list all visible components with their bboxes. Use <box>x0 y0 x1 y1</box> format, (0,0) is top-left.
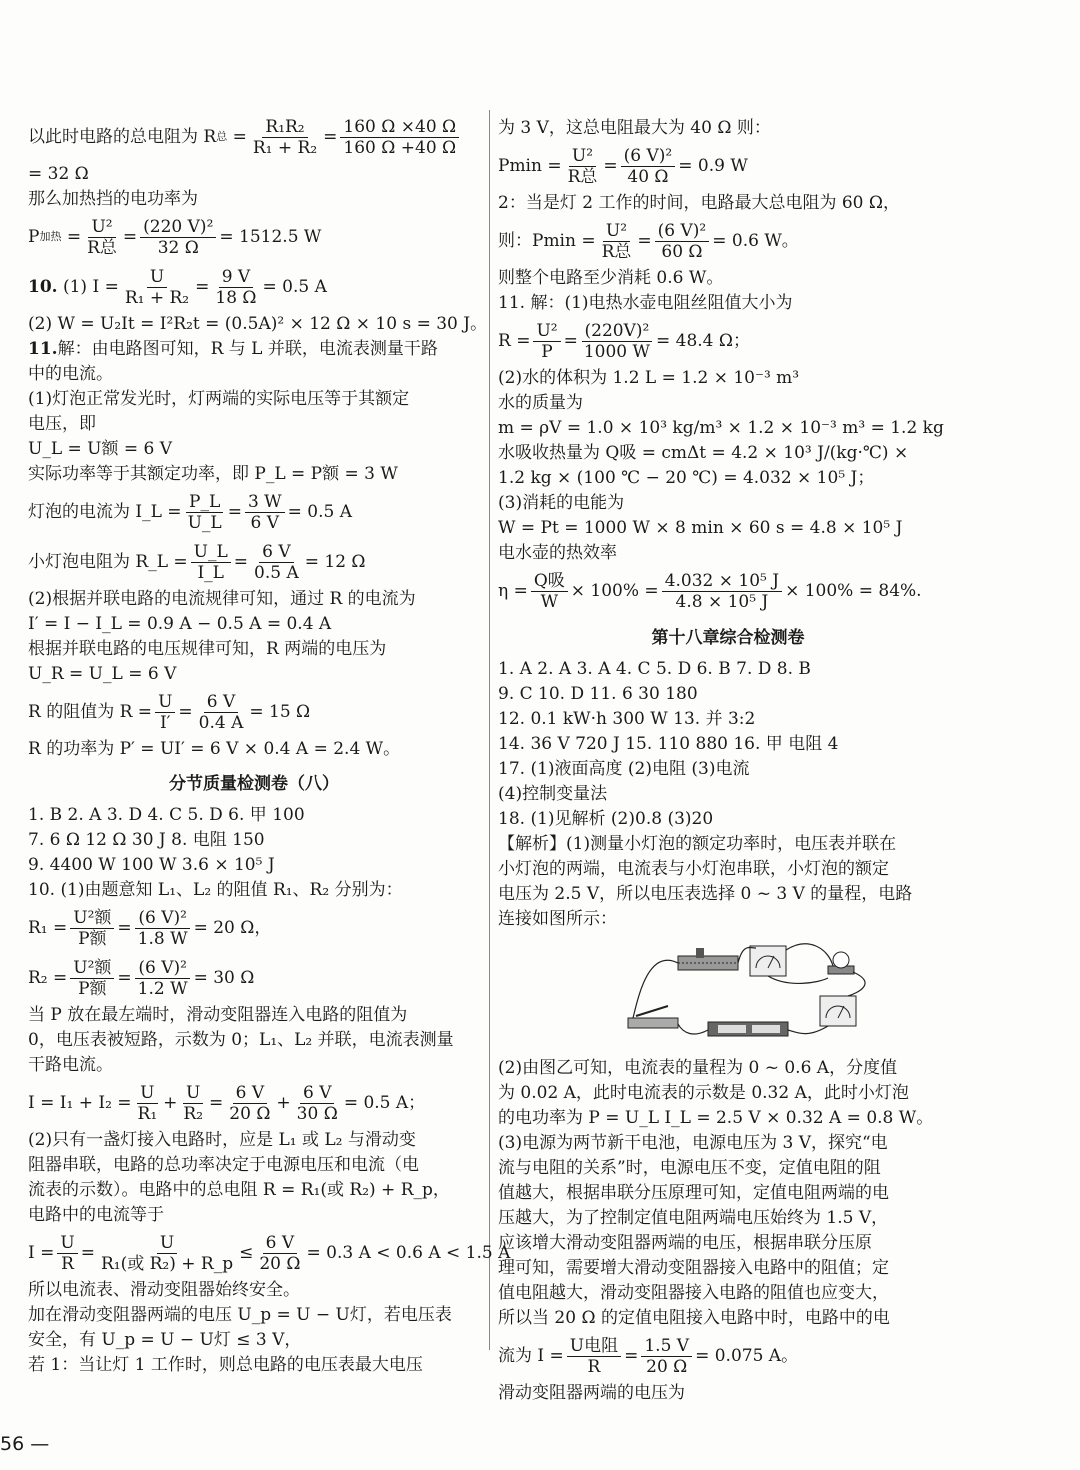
page-number: 56 — <box>0 1433 50 1455</box>
text-line: 应该增大滑动变阻器两端的电压，根据串联分压原 <box>498 1233 872 1253</box>
formula-heating-power: P 加热 = $\frac{\text{U²}}{\text{R总}}$ = $\frac{\text{(220 V)²}}{32 \Omega}$ = 1512.5 W <box>28 216 322 258</box>
text-line: (3)电源为两节新干电池，电源电压为 3 V，探究“电 <box>498 1133 888 1153</box>
circuit-wiring-figure <box>528 938 908 1048</box>
text-line: 当 P 放在最左端时，滑动变阻器连入电路的阻值为 <box>28 1005 408 1025</box>
text-line: 电压，即 <box>28 414 96 434</box>
text-line: 阻器串联，电路的总功率决定于电源电压和电流（电 <box>28 1155 419 1175</box>
text-line: (2)水的体积为 1.2 L = 1.2 × 10⁻³ m³ <box>498 368 800 388</box>
rheostat-icon <box>678 948 738 970</box>
text-line: 电路中的电流等于 <box>28 1205 164 1225</box>
battery-icon <box>708 1022 788 1036</box>
text-line: 为 3 V，这总电阻最大为 40 Ω 则： <box>498 118 771 138</box>
text-line: (2)由图乙可知，电流表的量程为 0 ~ 0.6 A，分度值 <box>498 1058 898 1078</box>
text-line: 【解析】(1)测量小灯泡的额定功率时，电压表并联在 <box>498 834 897 854</box>
text-line: 0，电压表被短路，示数为 0；L₁、L₂ 并联，电流表测量 <box>28 1030 454 1050</box>
text-line: 连接如图所示： <box>498 909 617 929</box>
text-line: (2) W = U₂It = I²R₂t = (0.5A)² × 12 Ω × 10 s = 30 J。 <box>28 314 488 334</box>
formula-efficiency: η = $\frac{\text{Q吸}}{W}$ × 100% = $\frac{\text{4.032 × 10⁵ J}}{\text{4.8 × 10⁵ J}}$ × 100% = 84%. <box>498 570 922 612</box>
answer-line: (4)控制变量法 <box>498 784 608 804</box>
text-line: 那么加热挡的电功率为 <box>28 189 198 209</box>
formula-bulb-resistance: 小灯泡电阻为 R_L = $\frac{U\_L}{I\_L}$ = $\frac{6 V}{0.5 A}$ = 12 Ω <box>28 541 366 583</box>
section-title: 分节质量检测卷（八） <box>169 774 339 794</box>
text-line: 流表的示数）。电路中的总电阻 R = R₁(或 R₂) + R_p， <box>28 1180 450 1200</box>
text-line: 理可知，需要增大滑动变阻器接入电路中的阻值；定 <box>498 1258 889 1278</box>
text-line: 2：当是灯 2 工作的时间，电路最大总电阻为 60 Ω， <box>498 193 900 213</box>
text-line: 11.解：由电路图可知，R 与 L 并联，电流表测量干路 <box>28 339 438 359</box>
text-line: 的电功率为 P = U_L I_L = 2.5 V × 0.32 A = 0.8 W。 <box>498 1108 934 1128</box>
formula-current-bound: I = $\frac{U}{R}$ = $\frac{U}{\text{R₁(或 R₂) + R\_p}}$ ≤ $\frac{6 V}{20 \Omega}$ = 0.3 A < 0.6 A < 1.5 A <box>28 1232 511 1274</box>
answer-line: 1. A 2. A 3. A 4. C 5. D 6. B 7. D 8. B <box>498 659 811 679</box>
formula-pmin-2: 则：Pmin = $\frac{\text{U²}}{\text{R总}}$ = $\frac{\text{(6 V)²}}{60 \Omega}$ = 0.6 W。 <box>498 220 799 262</box>
text-line: 小灯泡的两端，电流表与小灯泡串联，小灯泡的额定 <box>498 859 889 879</box>
text-line: (1)灯泡正常发光时，灯两端的实际电压等于其额定 <box>28 389 410 409</box>
text-line: 11. 解：(1)电热水壶电阻丝阻值大小为 <box>498 293 793 313</box>
section-title: 第十八章综合检测卷 <box>651 628 805 648</box>
answer-line: 9. 4400 W 100 W 3.6 × 10⁵ J <box>28 855 275 875</box>
text-line: U_R = U_L = 6 V <box>28 664 177 684</box>
text-line: 安全，有 U_p = U − U灯 ≤ 3 V， <box>28 1330 302 1350</box>
text-line: 若 1：当让灯 1 工作时，则总电路的电压表最大电压 <box>28 1355 423 1375</box>
text-line: 实际功率等于其额定功率，即 P_L = P额 = 3 W <box>28 464 398 484</box>
text-line: I′ = I − I_L = 0.9 A − 0.5 A = 0.4 A <box>28 614 332 634</box>
column-divider <box>489 110 490 1350</box>
answer-line: 7. 6 Ω 12 Ω 30 J 8. 电阻 150 <box>28 830 265 850</box>
text-line: 滑动变阻器两端的电压为 <box>498 1383 685 1403</box>
text-line: 压越大，为了控制定值电阻两端电压始终为 1.5 V， <box>498 1208 889 1228</box>
answer-line: 9. C 10. D 11. 6 30 180 <box>498 684 698 704</box>
text-line: 电压为 2.5 V，所以电压表选择 0 ~ 3 V 的量程，电路 <box>498 884 913 904</box>
right-column <box>498 116 958 1406</box>
text-line: 水吸收热量为 Q吸 = cmΔt = 4.2 × 10³ J/(kg·℃) × <box>498 443 909 463</box>
text-line: 干路电流。 <box>28 1055 113 1075</box>
text-line: 根据并联电路的电压规律可知，R 两端的电压为 <box>28 639 387 659</box>
text-line: U_L = U额 = 6 V <box>28 439 173 459</box>
text-line: 为 0.02 A，此时电流表的示数是 0.32 A，此时小灯泡 <box>498 1083 909 1103</box>
formula-q10-current: 10. (1) I = $\frac{U}{\text{R₁ + R₂}}$ = $\frac{9 V}{18 \Omega}$ = 0.5 A <box>28 266 327 308</box>
formula-r-resistance: R 的阻值为 R = $\frac{U}{I'}$ = $\frac{6 V}{0.4 A}$ = 15 Ω <box>28 691 311 733</box>
answer-line: 12. 0.1 kW·h 300 W 13. 并 3:2 <box>498 709 756 729</box>
text-line: R 的功率为 P′ = UI′ = 6 V × 0.4 A = 2.4 W。 <box>28 739 401 759</box>
formula-bulb-current: 灯泡的电流为 I_L = $\frac{P\_L}{U\_L}$ = $\frac{3 W}{6 V}$ = 0.5 A <box>28 491 353 533</box>
text-line: 电水壶的热效率 <box>498 543 617 563</box>
text-line: 加在滑动变阻器两端的电压 U_p = U − U灯，若电压表 <box>28 1305 452 1325</box>
text-line: = 32 Ω <box>28 164 89 184</box>
ammeter-icon <box>820 996 856 1026</box>
text-line: (3)消耗的电能为 <box>498 493 625 513</box>
formula-resistor-current: 流为 I = $\frac{\text{U电阻}}{R}$ = $\frac{1.5 V}{20 \Omega}$ = 0.075 A。 <box>498 1335 799 1377</box>
answer-line: 1. B 2. A 3. D 4. C 5. D 6. 甲 100 <box>28 805 305 825</box>
text-line: 10. (1)由题意知 L₁、L₂ 的阻值 R₁、R₂ 分别为： <box>28 880 403 900</box>
answer-line: 14. 36 V 720 J 15. 110 880 16. 甲 电阻 4 <box>498 734 839 754</box>
formula-r1: R₁ = $\frac{\text{U²额}}{\text{P额}}$ = $\frac{\text{(6 V)²}}{1.8 W}$ = 20 Ω， <box>28 907 272 949</box>
text-line: 流与电阻的关系”时，电源电压不变，定值电阻的阻 <box>498 1158 881 1178</box>
text-line: 所以电流表、滑动变阻器始终安全。 <box>28 1280 300 1300</box>
text-line: m = ρV = 1.0 × 10³ kg/m³ × 1.2 × 10⁻³ m³ = 1.2 kg <box>498 418 944 438</box>
text-line: (2)根据并联电路的电流规律可知，通过 R 的电流为 <box>28 589 416 609</box>
left-column <box>28 112 511 1378</box>
text-line: 值电阻越大，滑动变阻器接入电路的阻值也应变大， <box>498 1283 889 1303</box>
answer-line: 17. (1)液面高度 (2)电阻 (3)电流 <box>498 759 750 779</box>
text-line: 值越大，根据串联分压原理可知，定值电阻两端的电 <box>498 1183 889 1203</box>
text-line: (2)只有一盏灯接入电路时，应是 L₁ 或 L₂ 与滑动变 <box>28 1130 416 1150</box>
formula-kettle-resistance: R = $\frac{\text{U²}}{P}$ = $\frac{\text{(220V)²}}{1000 W}$ = 48.4 Ω； <box>498 320 750 362</box>
formula-pmin-1: Pmin = $\frac{\text{U²}}{\text{R总}}$ = $\frac{\text{(6 V)²}}{40 \Omega}$ = 0.9 W <box>498 145 748 187</box>
text-line: 1.2 kg × (100 ℃ − 20 ℃) = 4.032 × 10⁵ J； <box>498 468 875 488</box>
text-line: 则整个电路至少消耗 0.6 W。 <box>498 268 724 288</box>
text-line: 所以当 20 Ω 的定值电阻接入电路中时，电路中的电 <box>498 1308 890 1328</box>
formula-total-current: I = I₁ + I₂ = $\frac{U}{\text{R₁}}$ + $\frac{U}{\text{R₂}}$ = $\frac{6 V}{20 \Omega}$ + $\frac{6 V}{30 \Omega}$ = 0.5 A； <box>28 1082 426 1124</box>
text-line: W = Pt = 1000 W × 8 min × 60 s = 4.8 × 10⁵ J <box>498 518 903 538</box>
formula-r2: R₂ = $\frac{\text{U²额}}{\text{P额}}$ = $\frac{\text{(6 V)²}}{1.2 W}$ = 30 Ω <box>28 957 255 999</box>
voltmeter-icon <box>750 946 786 976</box>
formula-total-resistance: 以此时电路的总电阻为 R 总 = $\frac{\text{R₁R₂}}{\text{R₁ + R₂}}$ = $\frac{160 \Omega \times 40 \Omega}{160 \Omega +40 \Omega}$ <box>28 112 480 162</box>
answer-line: 18. (1)见解析 (2)0.8 (3)20 <box>498 809 714 829</box>
text-line: 水的质量为 <box>498 393 583 413</box>
text-line: 中的电流。 <box>28 364 113 384</box>
